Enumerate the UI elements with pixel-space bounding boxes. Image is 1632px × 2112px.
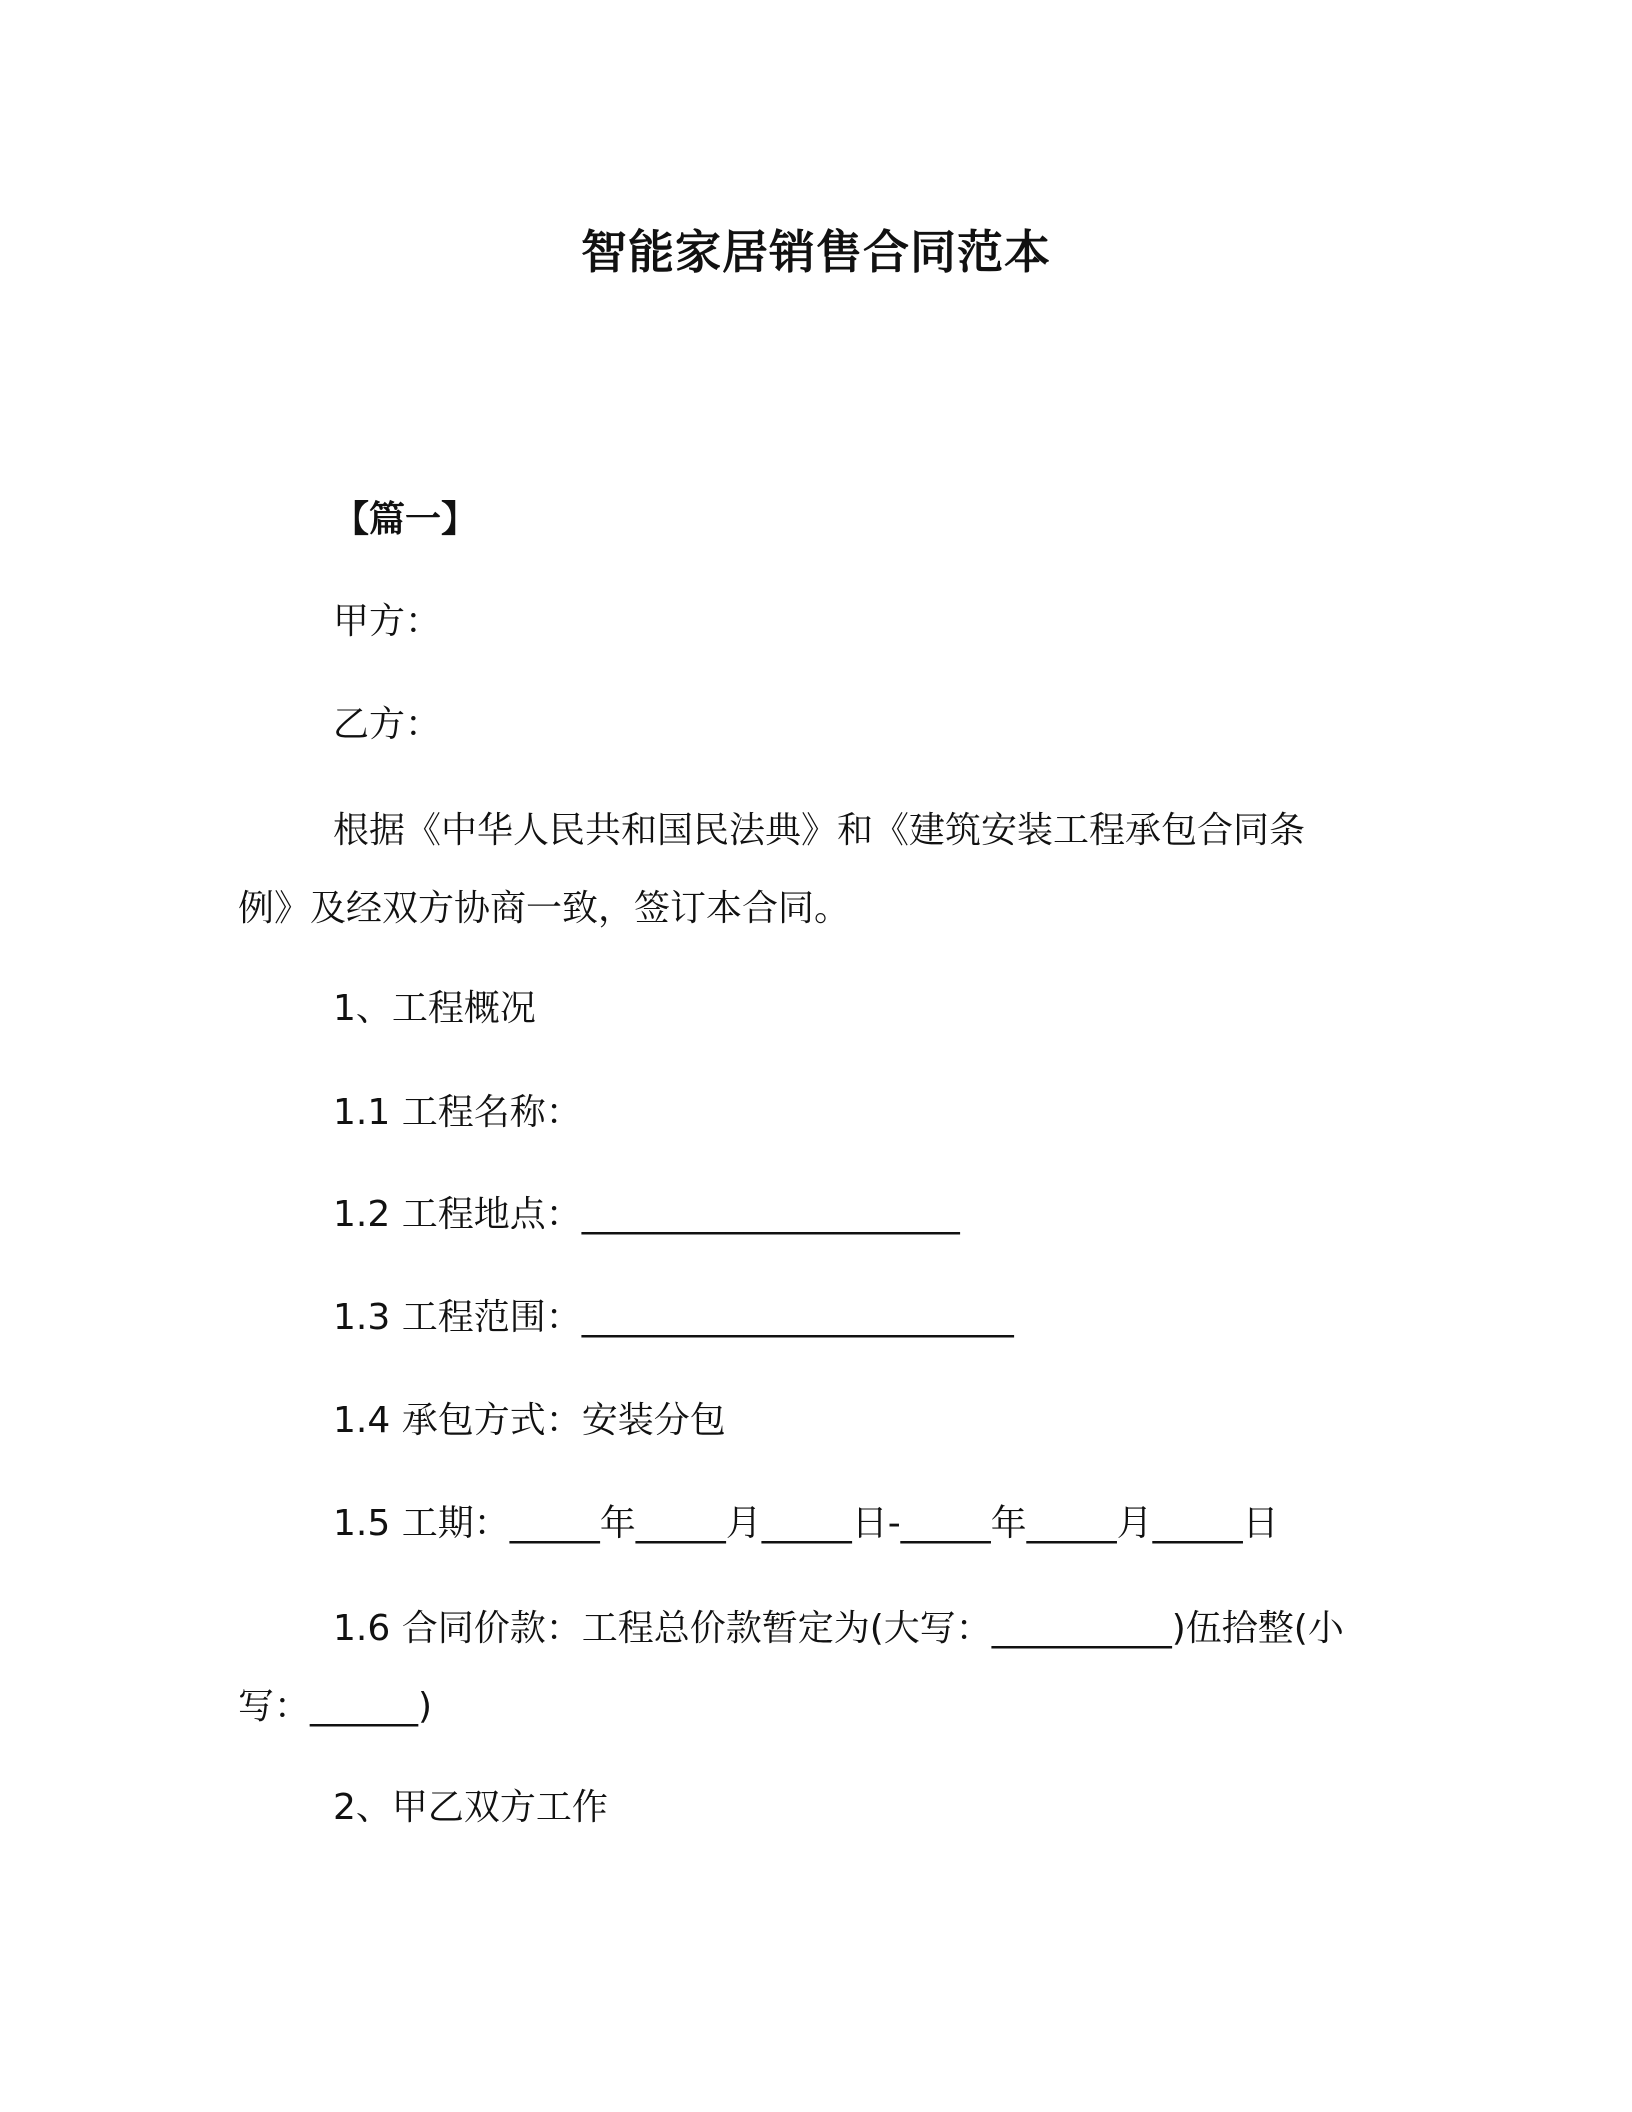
clause-1-heading: 1、工程概况 xyxy=(333,988,536,1029)
intro-paragraph: 根据《中华人民共和国民法典》和《建筑安装工程承包合同条例》及经双方协商一致，签订本合同。 xyxy=(238,810,1306,929)
clause-1-6: 1.6 合同价款：工程总价款暂定为(大写：__________)伍拾整(小写：______) xyxy=(238,1608,1344,1727)
clause-1-5: 1.5 工期：_____年_____月_____日-_____年_____月_____日 xyxy=(333,1503,1279,1544)
party-a-label: 甲方： xyxy=(333,601,442,642)
clause-1-2: 1.2 工程地点：_____________________ xyxy=(333,1194,960,1235)
section-label: 【篇一】 xyxy=(333,499,478,540)
clause-1-3: 1.3 工程范围：________________________ xyxy=(333,1297,1014,1338)
clause-2-heading: 2、甲乙双方工作 xyxy=(333,1787,608,1828)
document-title: 智能家居销售合同范本 xyxy=(581,225,1051,279)
clause-1-1: 1.1 工程名称： xyxy=(333,1092,582,1133)
clause-1-4: 1.4 承包方式：安装分包 xyxy=(333,1400,726,1441)
party-b-label: 乙方： xyxy=(333,704,442,745)
